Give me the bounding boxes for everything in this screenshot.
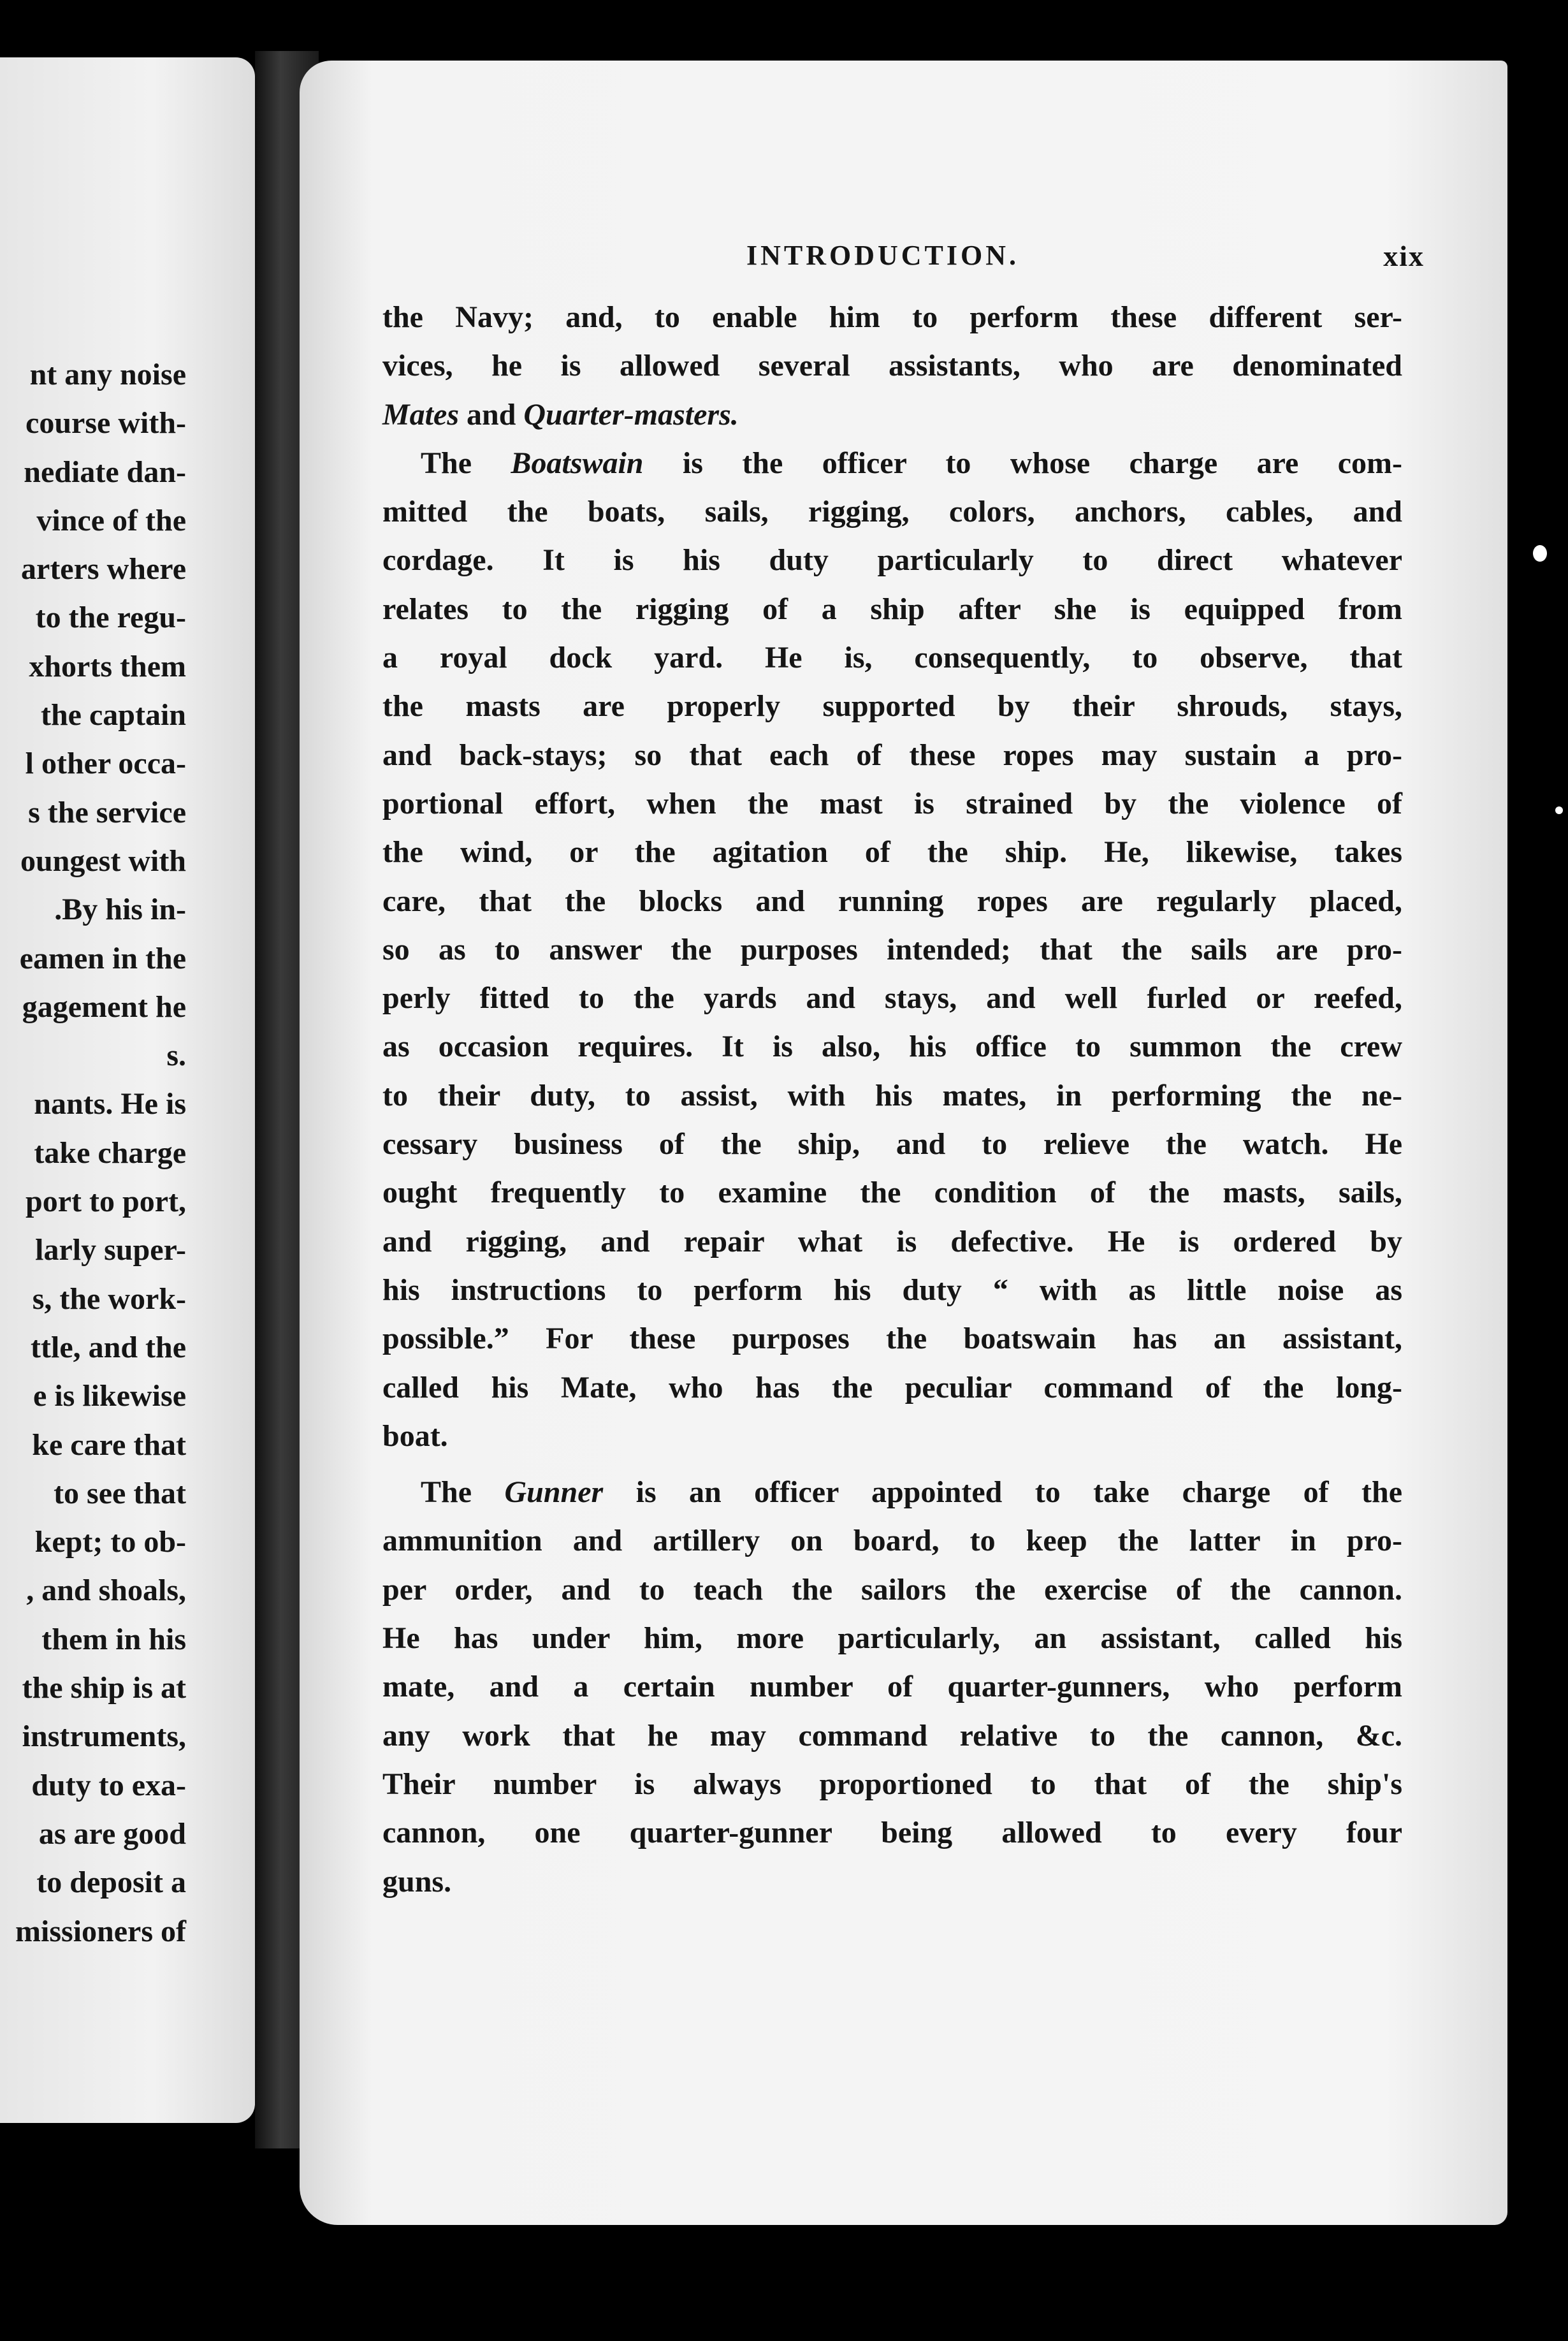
left-line: s, the work-	[32, 1281, 186, 1316]
text-line: a royal dock yard. He is, consequently, to observe, that	[382, 641, 1402, 675]
text-line: cordage. It is his duty particularly to direct whatever	[382, 543, 1402, 578]
left-line: to the regu-	[35, 601, 186, 635]
left-line: vince of the	[36, 503, 186, 537]
left-line: ke care that	[32, 1427, 186, 1462]
left-facing-page	[0, 57, 255, 2123]
left-line: gagement he	[22, 989, 186, 1024]
text-line: guns.	[382, 1864, 452, 1899]
page-number: xix	[1383, 240, 1425, 272]
left-line: take charge	[34, 1135, 186, 1170]
left-line: port to port,	[25, 1185, 186, 1219]
body-text	[382, 293, 1402, 1906]
text-line: and back-stays; so that each of these ropes may sustain a pro-	[382, 738, 1402, 772]
text-line: and rigging, and repair what is defective. He is ordered by	[382, 1224, 1402, 1258]
left-line: s the service	[28, 795, 186, 829]
text-line: the masts are properly supported by their shrouds, stays,	[382, 689, 1402, 724]
text-line: his instructions to perform his duty “ with as little noise as	[382, 1273, 1402, 1307]
right-page	[300, 61, 1507, 2225]
text-line: He has under him, more particularly, an assistant, called his	[382, 1621, 1402, 1656]
text-span: is the officer to whose charge are com-	[643, 446, 1402, 480]
text-line: ought frequently to examine the condition of the masts, sails,	[382, 1176, 1402, 1210]
running-head	[389, 239, 1425, 277]
text-line	[382, 391, 1402, 439]
left-line: s.	[166, 1039, 186, 1073]
text-line: possible.” For these purposes the boatswain has an assistant,	[382, 1322, 1402, 1356]
left-line: ttle, and the	[31, 1330, 186, 1364]
left-line: oungest with	[20, 843, 186, 878]
text-line: portional effort, when the mast is strained by the violence of	[382, 786, 1402, 820]
left-line: as are good	[38, 1816, 186, 1851]
left-line: to deposit a	[36, 1865, 186, 1900]
text-line: cannon, one quarter-gunner being allowed to every four	[382, 1816, 1402, 1850]
text-line: the wind, or the agitation of the ship. He, likewise, takes	[382, 835, 1402, 870]
text-span: The	[421, 1475, 505, 1510]
paragraph-first-line	[382, 1468, 1402, 1517]
left-line: the captain	[41, 698, 186, 733]
left-line: missioners of	[15, 1914, 186, 1948]
text-span: is an officer appointed to take charge of the	[603, 1475, 1403, 1510]
text-line: relates to the rigging of a ship after she is equipped from	[382, 592, 1402, 626]
text-line: per order, and to teach the sailors the exercise of the cannon.	[382, 1572, 1402, 1607]
text-line: mate, and a certain number of quarter-gunners, who perform	[382, 1670, 1402, 1704]
text-line: cessary business of the ship, and to relieve the watch. He	[382, 1127, 1402, 1162]
left-line: l other occa-	[25, 747, 186, 781]
text-line: so as to answer the purposes intended; that the sails are pro-	[382, 932, 1402, 966]
text-span: The	[421, 446, 511, 480]
left-line: e is likewise	[33, 1379, 186, 1413]
left-line: larly super-	[35, 1233, 186, 1267]
paragraph-gap	[382, 1461, 1402, 1468]
paragraph-first-line	[382, 439, 1402, 488]
text-line: to their duty, to assist, with his mates, in performing the ne-	[382, 1078, 1402, 1112]
text-line: as occasion requires. It is also, his office to summon the crew	[382, 1030, 1402, 1064]
italic-term: Gunner	[504, 1475, 604, 1510]
running-head-title: INTRODUCTION.	[746, 240, 1020, 271]
text-line: perly fitted to the yards and stays, and well furled or reefed,	[382, 981, 1402, 1016]
left-page-text	[15, 351, 186, 1956]
text-line: any work that he may command relative to the cannon, &c.	[382, 1718, 1402, 1753]
text-line: Their number is always proportioned to that of the ship's	[382, 1767, 1402, 1801]
left-line: duty to exa-	[31, 1768, 186, 1802]
scan-speck	[1533, 545, 1547, 562]
left-line: arters where	[21, 552, 186, 587]
text-line: boat.	[382, 1418, 448, 1453]
left-line: nants. He is	[34, 1087, 186, 1121]
left-line: nediate dan-	[24, 455, 186, 489]
left-line: course with-	[25, 406, 186, 441]
text-line: called his Mate, who has the peculiar command of the long-	[382, 1370, 1402, 1404]
left-line: xhorts them	[29, 649, 186, 683]
scan-speck	[1555, 806, 1563, 814]
text-line: the Navy; and, to enable him to perform these different ser-	[382, 300, 1402, 334]
text-line: care, that the blocks and running ropes are regularly placed,	[382, 884, 1402, 918]
text-line: vices, he is allowed several assistants, who are denominated	[382, 349, 1402, 383]
italic-term: Mates	[382, 397, 459, 432]
left-line: nt any noise	[29, 358, 186, 391]
text-line: mitted the boats, sails, rigging, colors, anchors, cables, and	[382, 495, 1402, 529]
left-line: eamen in the	[19, 941, 186, 975]
left-line: instruments,	[22, 1719, 186, 1754]
left-line: kept; to ob-	[34, 1525, 186, 1559]
left-line: to see that	[54, 1476, 186, 1510]
italic-term: Boatswain	[511, 446, 644, 480]
left-line: .By his in-	[54, 893, 186, 927]
left-line: the ship is at	[22, 1671, 186, 1705]
text-line: ammunition and artillery on board, to keep the latter in pro-	[382, 1524, 1402, 1558]
italic-term: Quarter-masters.	[523, 397, 739, 432]
text-span: and	[459, 397, 524, 432]
left-line: them in his	[41, 1622, 186, 1656]
left-line: , and shoals,	[26, 1573, 186, 1608]
